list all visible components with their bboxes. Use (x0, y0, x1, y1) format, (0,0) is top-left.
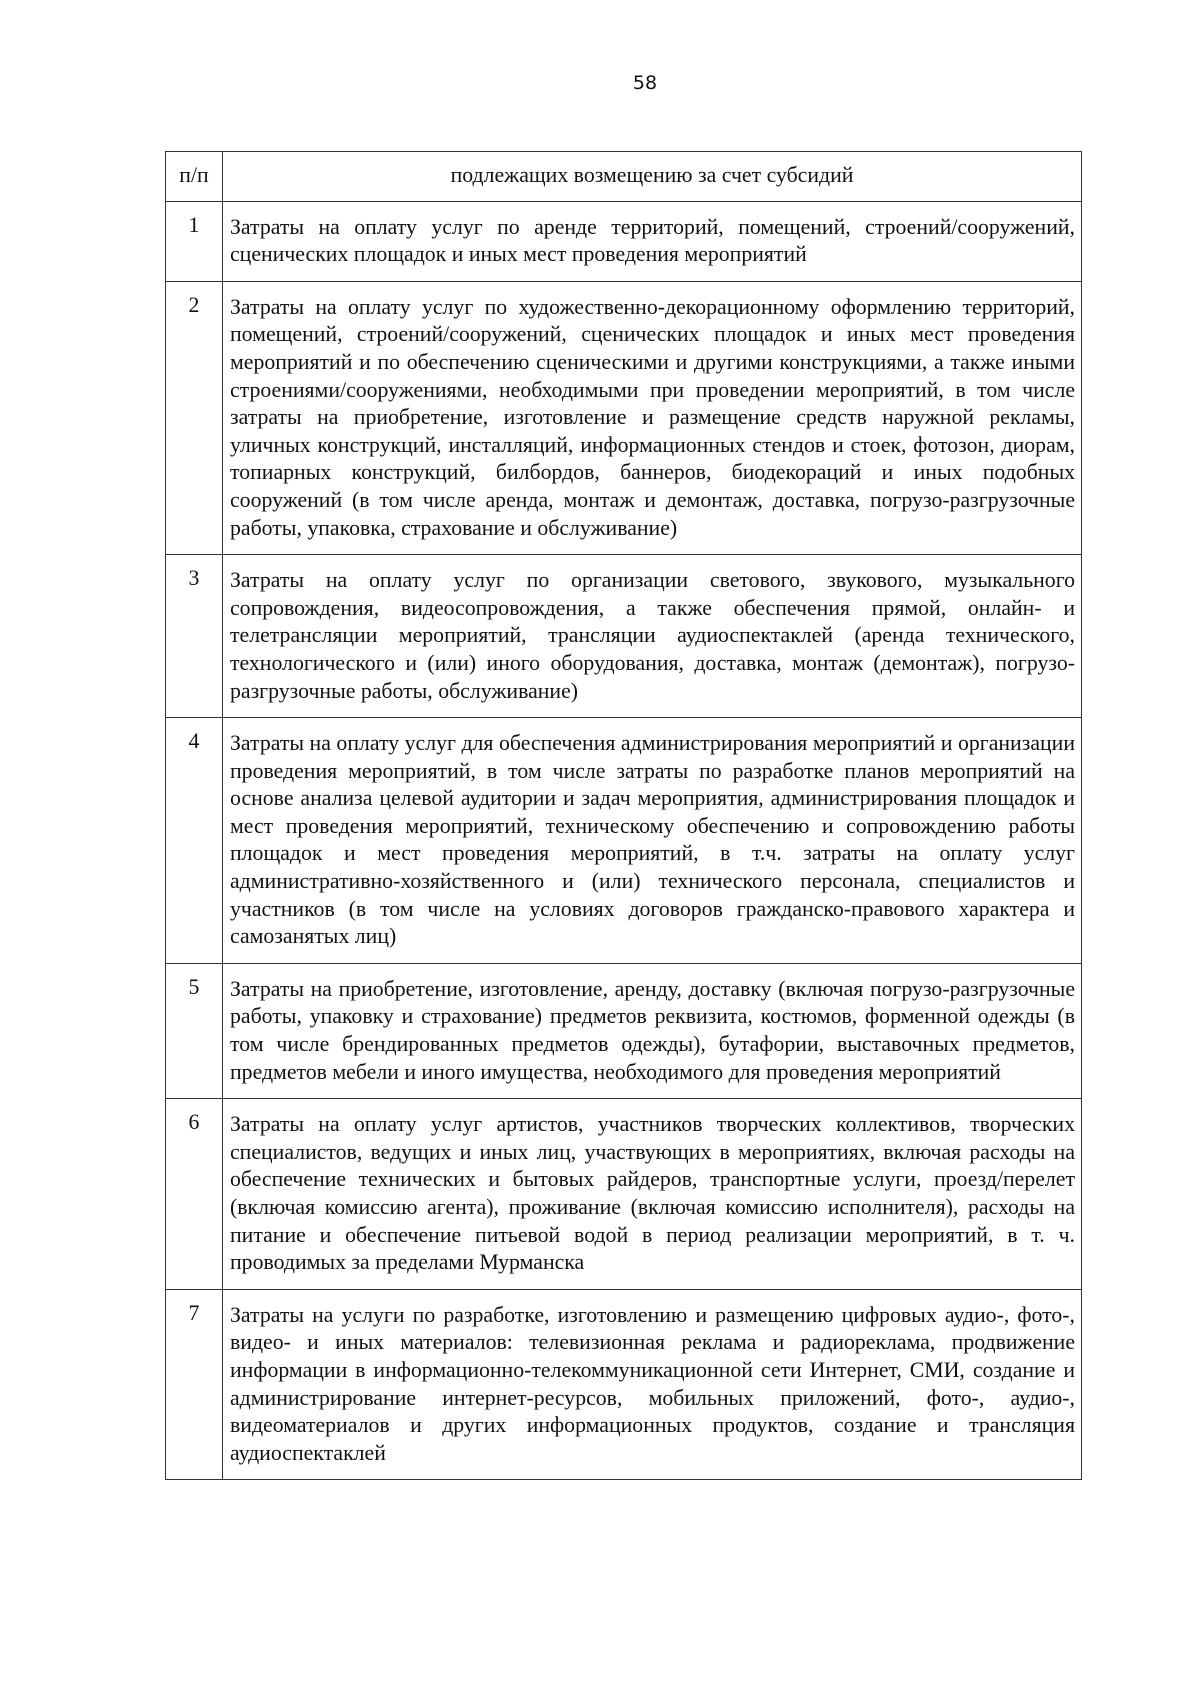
row-text: Затраты на оплату услуг для обеспечения администрирования мероприятий и организации проведения мероприятий, в том числе затраты по разработке планов мероприятий на основе анализа целевой аудитории и задач мероприятия, администрирования площадок и мест проведения мероприятий, техническому обеспечению и сопровождению работы площадок и мест проведения мероприятий, в т.ч. затраты на оплату услуг административно-хозяйственного и (или) технического персонала, специалистов и участников (в том числе на условиях договоров гражданско-правового характера и самозанятых лиц) (223, 718, 1082, 964)
table-row (166, 1099, 1082, 1290)
row-text: Затраты на оплату услуг по организации светового, звукового, музыкального сопровождения, видеосопровождения, а также обеспечения прямой, онлайн- и телетрансляции мероприятий, трансляции аудиоспектаклей (аренда технического, технологического и (или) иного оборудования, доставка, монтаж (демонтаж), погрузо-разгрузочные работы, обслуживание) (223, 555, 1082, 718)
table-row (166, 555, 1082, 718)
row-text: Затраты на услуги по разработке, изготовлению и размещению цифровых аудио-, фото-, видео- и иных материалов: телевизионная реклама и радиореклама, продвижение информации в информационно-телекоммуникационной сети Интернет, СМИ, создание и администрирование интернет-ресурсов, мобильных приложений, фото-, аудио-, видеоматериалов и других информационных продуктов, создание и трансляция аудиоспектаклей (223, 1289, 1082, 1480)
header-text-cell: подлежащих возмещению за счет субсидий (223, 152, 1082, 202)
table-row (166, 201, 1082, 281)
row-number: 5 (166, 963, 223, 1098)
table-row (166, 1289, 1082, 1480)
page-number: 58 (632, 72, 658, 94)
row-number: 6 (166, 1099, 223, 1290)
table-row (166, 281, 1082, 554)
table-row (166, 963, 1082, 1098)
row-number: 3 (166, 555, 223, 718)
row-number: 7 (166, 1289, 223, 1480)
row-number: 2 (166, 281, 223, 554)
header-num-cell: п/п (166, 152, 223, 202)
row-text: Затраты на приобретение, изготовление, аренду, доставку (включая погрузо-разгрузочные работы, упаковку и страхование) предметов реквизита, костюмов, форменной одежды (в том числе брендированных предметов одежды), бутафории, выставочных предметов, предметов мебели и иного имущества, необходимого для проведения мероприятий (223, 963, 1082, 1098)
row-number: 1 (166, 201, 223, 281)
table-header-row (166, 152, 1082, 202)
row-text: Затраты на оплату услуг артистов, участников творческих коллективов, творческих специалистов, ведущих и иных лиц, участвующих в мероприятиях, включая расходы на обеспечение технических и бытовых райдеров, транспортные услуги, проезд/перелет (включая комиссию агента), проживание (включая комиссию исполнителя), расходы на питание и обеспечение питьевой водой в период реализации мероприятий, в т. ч. проводимых за пределами Мурманска (223, 1099, 1082, 1290)
table-row (166, 718, 1082, 964)
row-text: Затраты на оплату услуг по художественно-декорационному оформлению территорий, помещений, строений/сооружений, сценических площадок и иных мест проведения мероприятий и по обеспечению сценическими и другими конструкциями, а также иными строениями/сооружениями, необходимыми при проведении мероприятий, в том числе затраты на приобретение, изготовление и размещение средств наружной рекламы, уличных конструкций, инсталляций, информационных стендов и стоек, фотозон, диорам, топиарных конструкций, билбордов, баннеров, биодекораций и иных подобных сооружений (в том числе аренда, монтаж и демонтаж, доставка, погрузо-разгрузочные работы, упаковка, страхование и обслуживание) (223, 281, 1082, 554)
row-number: 4 (166, 718, 223, 964)
row-text: Затраты на оплату услуг по аренде территорий, помещений, строений/сооружений, сценических площадок и иных мест проведения мероприятий (223, 201, 1082, 281)
expenses-table (165, 151, 1082, 1480)
